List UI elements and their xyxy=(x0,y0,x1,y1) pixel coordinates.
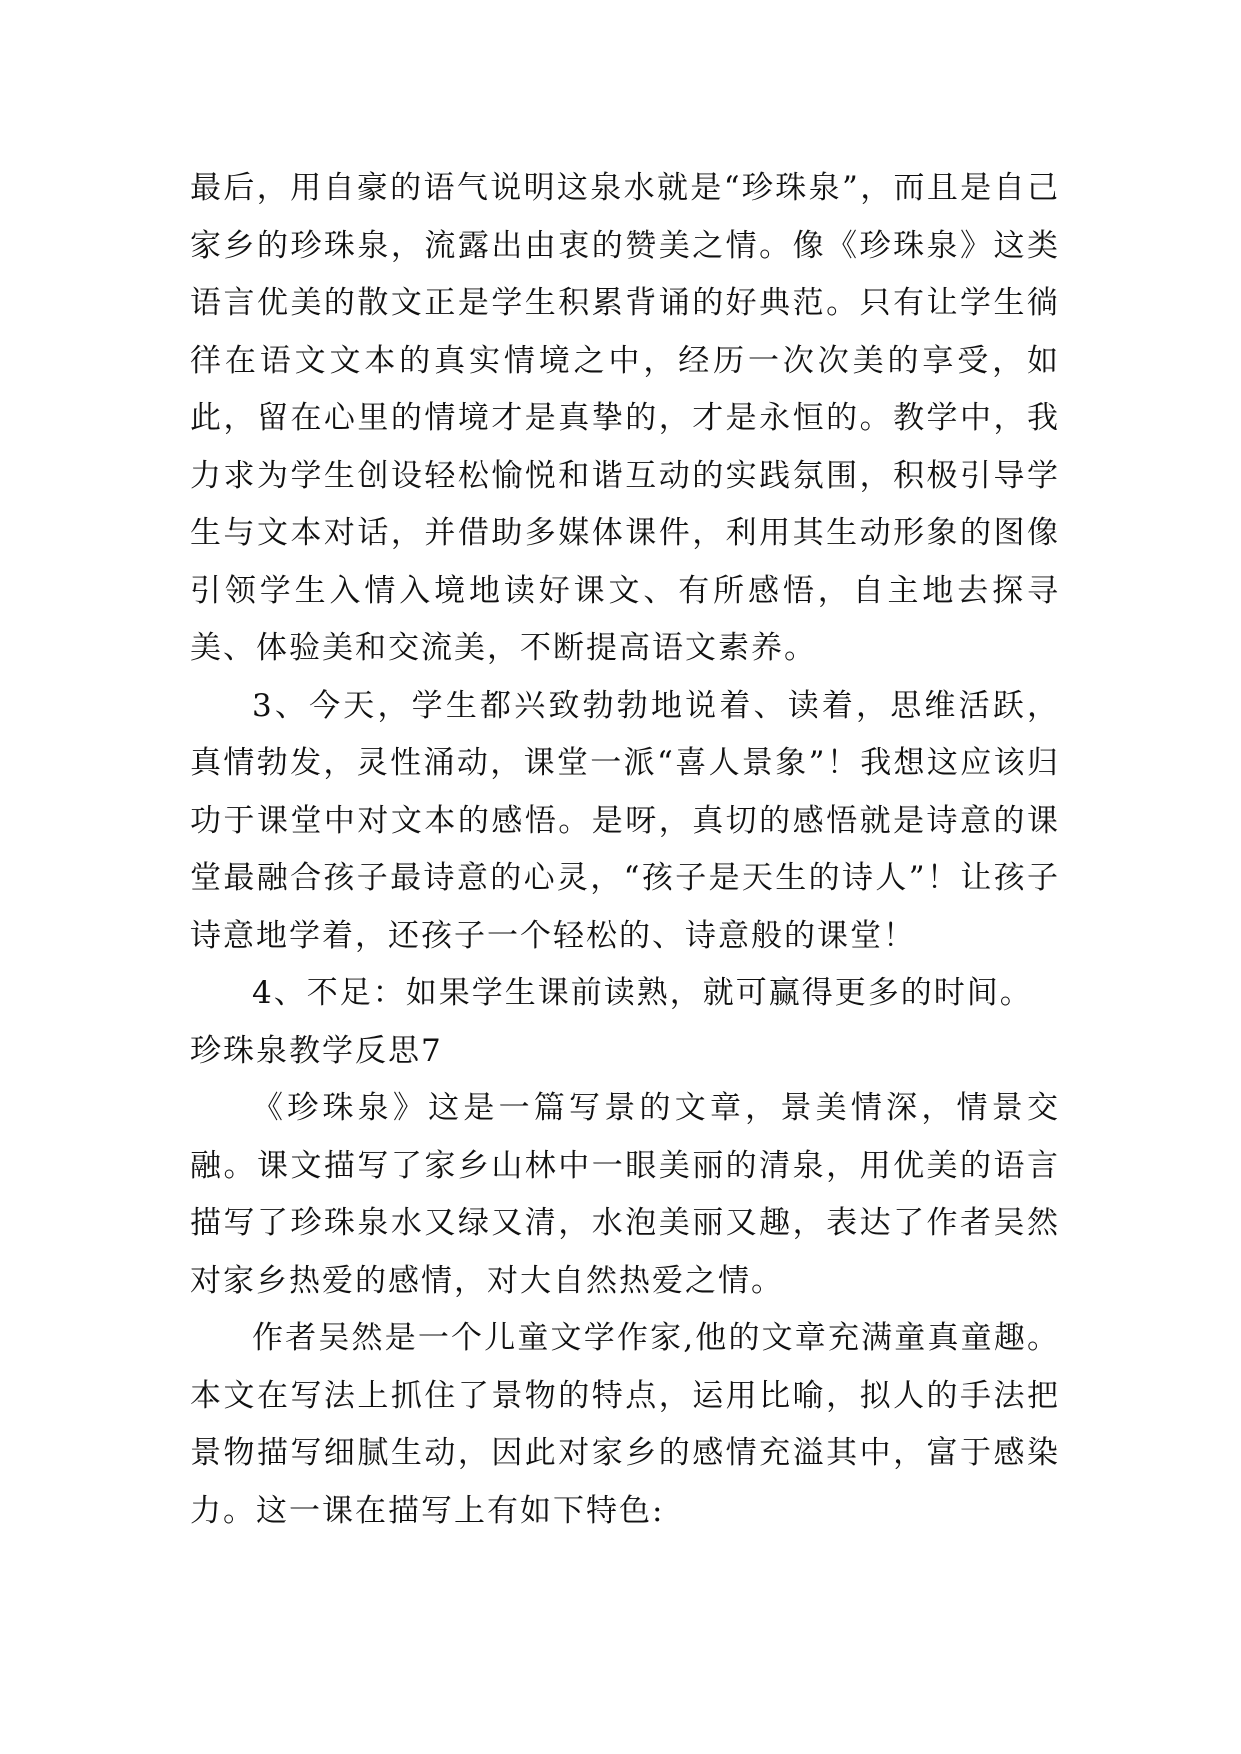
paragraph-closing-summary: 最后，用自豪的语气说明这泉水就是“珍珠泉”，而且是自己家乡的珍珠泉，流露出由衷的赞美之情。像《珍珠泉》这类语言优美的散文正是学生积累背诵的好典范。只有让学生徜徉在语文文本的真实情境之中，经历一次次美的享受，如此，留在心里的情境才是真挚的，才是永恒的。教学中，我力求为学生创设轻松愉悦和谐互动的实践氛围，积极引导学生与文本对话，并借助多媒体课件，利用其生动形象的图像引领学生入情入境地读好课文、有所感悟，自主地去探寻美、体验美和交流美，不断提高语文素养。 xyxy=(190,170,1060,666)
paragraph-author: 作者吴然是一个儿童文学作家,他的文章充满童真童趣。本文在写法上抓住了景物的特点，运用比喻，拟人的手法把景物描写细腻生动，因此对家乡的感情充溢其中，富于感染力。这一课在描写上有如下特色: xyxy=(190,1320,1060,1529)
paragraph-intro: 《珍珠泉》这是一篇写景的文章，景美情深，情景交融。课文描写了家乡山林中一眼美丽的清泉，用优美的语言描写了珍珠泉水又绿又清，水泡美丽又趣，表达了作者吴然对家乡热爱的感情，对大自然热爱之情。 xyxy=(190,1090,1060,1299)
paragraph-point-3: 3、今天，学生都兴致勃勃地说着、读着，思维活跃，真情勃发，灵性涌动，课堂一派“喜人景象”！我想这应该归功于课堂中对文本的感悟。是呀，真切的感悟就是诗意的课堂最融合孩子最诗意的心灵，“孩子是天生的诗人”！让孩子诗意地学着，还孩子一个轻松的、诗意般的课堂！ xyxy=(190,687,1060,954)
section-heading: 珍珠泉教学反思7 xyxy=(190,1032,443,1069)
paragraph-point-4: 4、不足：如果学生课前读熟，就可赢得更多的时间。 xyxy=(252,975,1033,1011)
document-body xyxy=(190,160,1060,1540)
